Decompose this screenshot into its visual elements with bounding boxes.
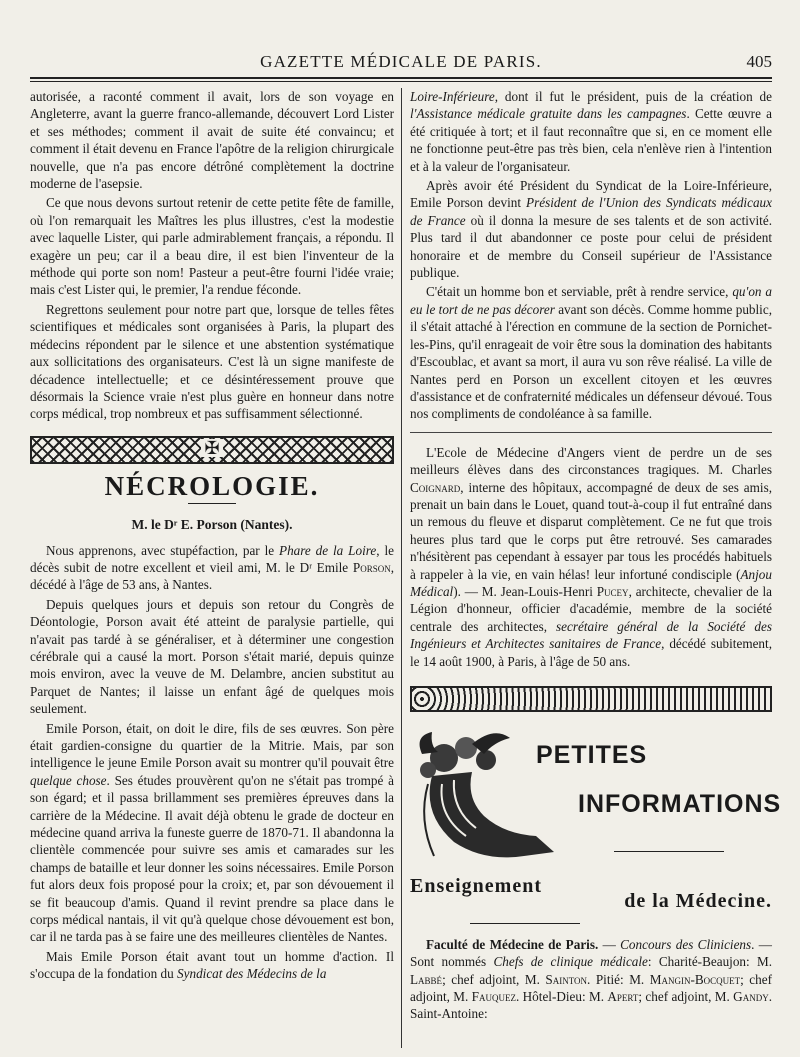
subsection-rule [470, 923, 580, 924]
paragraph: Faculté de Médecine de Paris. — Concours des Cliniciens. — Sont nommés Chefs de clinique médicale: Charité-Beaujon: M. Labbé; chef adjoint, M. Sainton. Pitié: M. Mangin-Bocquet; chef adjoint, M. Fauquez. Hôtel-Dieu: M. Apert; chef adjoint, M. Gandy. Saint-Antoine: [410, 936, 772, 1022]
title-rule [188, 503, 236, 504]
paragraph: Loire-Inférieure, dont il fut le président, puis de la création de l'Assistance médicale gratuite dans les campagnes. Cette œuvre a été critiquée à tort; et il faut reconnaître que si, en ce moment elle ne fonctionne peut-être pas très bien, cela n'enlève rien à l'intention et à la valeur de l'organisateur. [410, 89, 772, 174]
paragraph: Ce que nous devons surtout retenir de cette petite fête de famille, où l'on remarquait les Maîtres les plus illustres, c'est la modestie avec laquelle Lister, qui parle admirablement français, a répondu. Il exagère un peu; car il a beau dire, il est bien l'inventeur de la méthode qui porte son nom! Pasteur a peut-être fourni l'idée vraie; mais c'est Lister qui, le premier, l'a rendue féconde. [30, 195, 394, 298]
section-separator [410, 432, 772, 433]
column-divider [401, 88, 402, 1048]
paragraph: Depuis quelques jours et depuis son retour du Congrès de Déontologie, Porson avait été atteint de paralysie partielle, qui n'avait pas tardé à se généraliser, et à déterminer une congestion cérébrale qui a causé la mort. Porson s'était marié, depuis quinze mois environ, avec la veuve de M. Delambre, ancien substitut au Parquet de Nantes; il laisse un enfant âgé de quelques mois seulement. [30, 596, 394, 717]
journal-title: GAZETTE MÉDICALE DE PARIS. [260, 52, 542, 71]
header-rule-thin [30, 81, 772, 82]
running-header [30, 52, 772, 76]
maltese-cross-icon: ✠ [201, 439, 223, 457]
right-column [410, 88, 782, 1023]
subsection-title: Enseignement [410, 875, 542, 897]
paragraph: Emile Porson, était, on doit le dire, fils de ses œuvres. Son père était gardien-consigne du quartier de la Mitrie. Mais, par son intelligence le jeune Emile Porson avait su montrer qu'il pouvait être quelque chose. Ses études prouvèrent qu'on ne s'était pas trompé à son égard; et il passa brillamment ses premières épreuves dans la carrière de la Médecine. Il avait déjà obtenu le grade de docteur en médecine quand arriva la funeste guerre de 1870-71. Il abandonna la clientèle commencée pour suivre ses amis et camarades sur les champs de bataille et leur donner les soins nécessaires. Emile Porson fut alors deux fois proposé pour la croix; et, par son dévouement il se fit beaucoup d'amis. Quand il revint prendre sa place dans le corps médical nantais, il vit qu'à quelque chose dévouement est bon, car il ne tarda pas à se faire une des meilleures clientèles de Nantes. [30, 720, 394, 945]
petites-informations-banner [410, 720, 782, 870]
subsection-title-line2: de la Médecine. [624, 890, 772, 913]
header-rule [30, 77, 772, 79]
paragraph: Regrettons seulement pour notre part que, lorsque de telles fêtes scientifiques et médicales sont organisées à Paris, la plupart des médecins répondent par le silence et une abstention systématique aux sollicitations des organisateurs. C'est là un signe manifeste de décadence intellectuelle; et ce désintéressement prouve que désormais la Science vraie n'est plus guère en honneur dans notre corps médical, trop nombreux et pas suffisamment sélectionné. [30, 301, 394, 422]
left-column [30, 88, 394, 983]
ornamental-band-scroll [410, 686, 772, 712]
banner-underline [614, 851, 724, 852]
informations-word: INFORMATIONS [578, 790, 782, 818]
paragraph: L'Ecole de Médecine d'Angers vient de perdre un de ses meilleurs élèves dans des circonstances tragiques. M. Charles Coignard, interne des hôpitaux, accompagné de deux de ses amis, prenait un bain dans le Louet, quand tout-à-coup il fut entraîné dans un remous du fleuve et disparut complètement. Ce ne fut que trois heures plus tard que le corps put être retrouvé. Ses camarades n'hésitèrent pas cependant à essayer par tous les procédés habituels à rappeler à la vie, en vain hélas! leur infortuné condisciple (Anjou Médical). — M. Jean-Louis-Henri Pucey, architecte, chevalier de la Légion d'honneur, officier d'académie, membre de la société centrale des architectes, secrétaire général de la Société des Ingénieurs et Architectes sanitaires de France, décédé subitement, le 14 août 1900, à Paris, à l'âge de 50 ans. [410, 444, 772, 669]
paragraph: autorisée, a raconté comment il avait, lors de son voyage en Angleterre, avant la guerre franco-allemande, découvert Lord Lister et ses méthodes; comment il avait de suite été convaincu; et comment il était devenu en France l'apôtre de la religion chirurgicale nouvelle, que n'a pas encore détrôné complètement la doctrine moderne de l'asepsie. [30, 89, 394, 192]
ornamental-band [30, 436, 394, 464]
paragraph: Mais Emile Porson était avant tout un homme d'action. Il s'occupa de la fondation du Syndicat des Médecins de la [30, 948, 394, 982]
paragraph: Après avoir été Président du Syndicat de la Loire-Inférieure, Emile Porson devint Président de l'Union des Syndicats médicaux de France où il donna la mesure de ses talents et de son activité. Plus tard il dut abandonner ce poste pour celui de président honoraire et de membre du Conseil supérieur de l'Assistance publique. [410, 178, 772, 281]
paragraph: Nous apprenons, avec stupéfaction, par le Phare de la Loire, le décès subit de notre excellent et vieil ami, M. le Dʳ Emile Porson, décédé à l'âge de 53 ans, à Nantes. [30, 542, 394, 593]
page-number: 405 [746, 52, 772, 71]
section-title: NÉCROLOGIE. [104, 470, 320, 501]
obituary-heading: M. le Dʳ E. Porson (Nantes). [131, 517, 293, 533]
petites-word: PETITES [536, 741, 648, 769]
paragraph: C'était un homme bon et serviable, prêt à rendre service, qu'on a eu le tort de ne pas décorer avant son décès. Comme homme public, il s'était attaché à l'érection en commune de la section de Pornichet-les-Pins, qu'il enrageait de voir être sous la domination des habitants d'Escoublac, et avant sa mort, il aura vu son rêve réalisé. La ville de Nantes perd en Porson un excellent citoyen et les œuvres d'assistance et de confraternité médicales un défenseur dévoué. Tous nos compliments de condoléance à sa famille. [410, 284, 773, 422]
